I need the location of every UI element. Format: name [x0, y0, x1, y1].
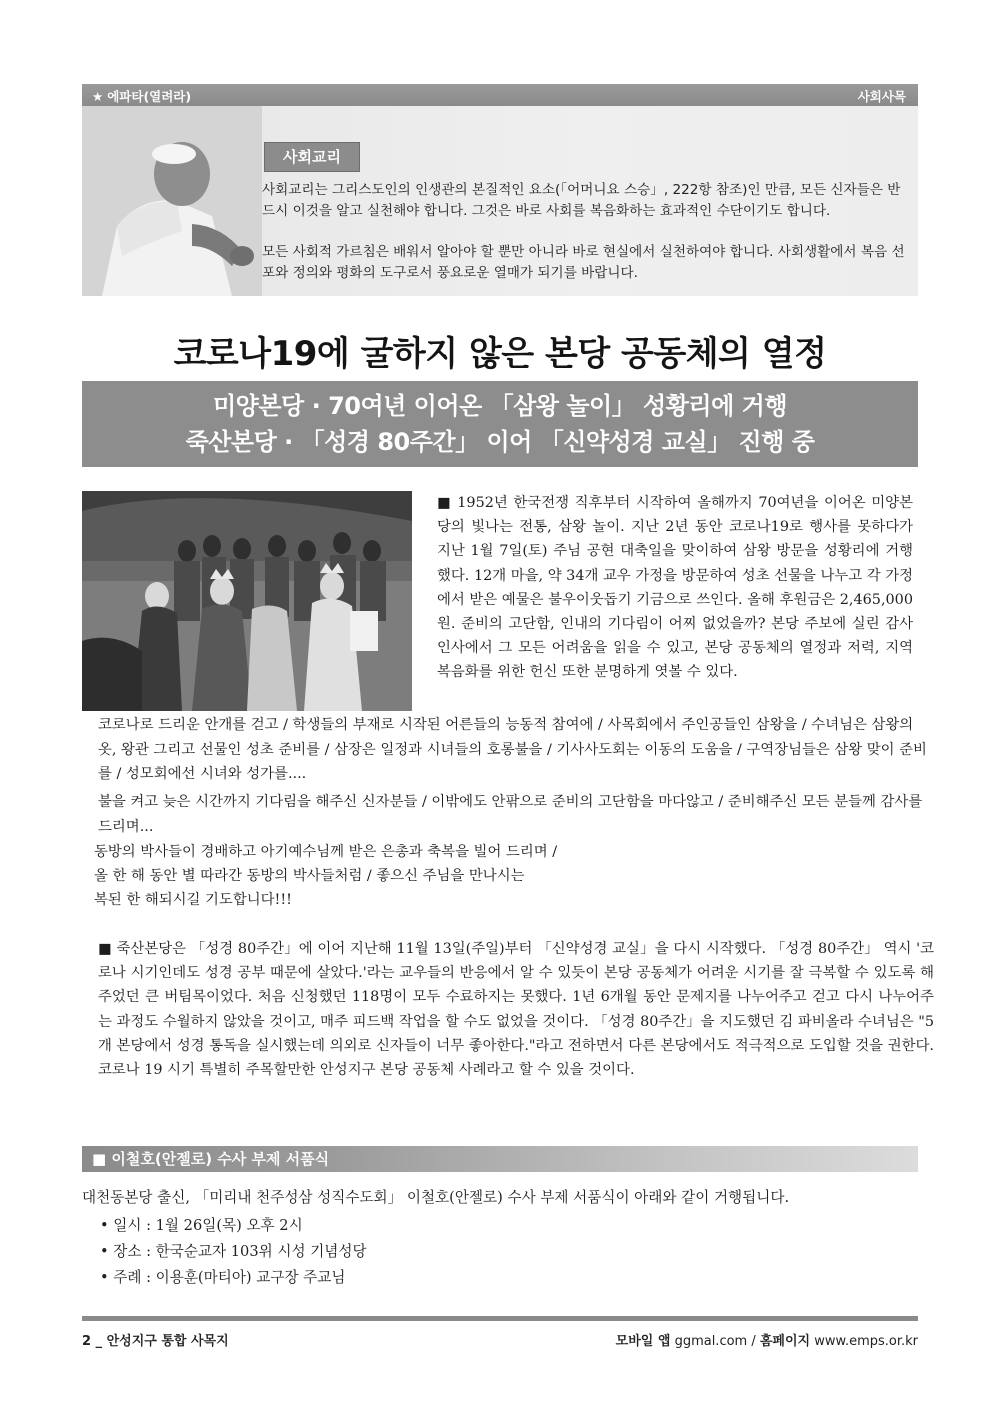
section-header-left [92, 87, 191, 105]
header-left-label: 에파타(열려라) [107, 89, 192, 104]
article-headline: 코로나19에 굴하지 않은 본당 공동체의 열정 [173, 334, 827, 374]
social-teaching-box [82, 106, 918, 296]
ceremony-date: • 일시 : 1월 26일(목) 오후 2시 [100, 1217, 303, 1234]
footer-page-label: 2 _ 안성지구 통합 사목지 [82, 1334, 229, 1349]
ceremony-place: • 장소 : 한국순교자 103위 시성 기념성당 [100, 1243, 367, 1260]
verse-1: 코로나로 드리운 안개를 걷고 / 학생들의 부재로 시작된 어른들의 능동적 참여에 / 사목회에서 주인공들인 삼왕을 / 수녀님은 삼왕의 옷, 왕관 그리고 선물인 성초 준비를 / 삼장은 일정과 시녀들의 호롱불을 / 기사사도회는 이동의 도움을 / 구역장님들은 삼왕 맞이 준비를 / 성모회에선 시녀와 성가를.... [98, 717, 927, 783]
ceremony-presider: • 주례 : 이용훈(마티아) 교구장 주교님 [100, 1269, 346, 1286]
ceremony-intro: 대천동본당 출신, 「미리내 천주성삼 성직수도회」 이철호(안젤로) 수사 부제 서품식이 아래와 같이 거행됩니다. [82, 1189, 790, 1206]
photo-caption: 공동체 사진 [317, 679, 354, 687]
three-kings-photo [82, 491, 412, 711]
social-teaching-paragraph-2: 모든 사회적 가르침은 배워서 알아야 할 뿐만 아니라 바로 현실에서 실천하여야 합니다. 사회생활에서 복음 선포와 정의와 평화의 도구로서 풍요로운 열매가 되기를 바랍니다. [262, 244, 905, 281]
verse-3: 동방의 박사들이 경배하고 아기예수님께 받은 은총과 축복을 빌어 드리며 / [94, 844, 558, 860]
ceremony-section-title: ■ 이철호(안젤로) 수사 부제 서품식 [82, 1146, 918, 1172]
footer-home-link[interactable]: www.emps.or.kr [814, 1334, 918, 1349]
footer-links [616, 1330, 918, 1349]
section-header-bar [82, 84, 918, 106]
article-paragraph-2: ■ 죽산본당은 「성경 80주간」에 이어 지난해 11월 13일(주일)부터 「신약성경 교실」을 다시 시작했다. 「성경 80주간」 역시 '코로나 시기인데도 성경 공부 때문에 살았다.'라는 교우들의 반응에서 알 수 있듯이 본당 공동체가 어려운 시기를 잘 극복할 수 있도록 해주었던 큰 버팀목이었다. 처음 신청했던 118명이 모두 수료하지는 못했다. 1년 6개월 동안 문제지를 나누어주고 걷고 다시 나누어주는 과정도 수월하지 않았을 것이고, 매주 피드백 작업을 할 수도 없었을 것이다. 「성경 80주간」을 지도했던 김 파비올라 수녀님은 "5개 본당에서 성경 통독을 실시했는데 의외로 신자들이 너무 좋아한다."라고 전하면서 다른 본당에서도 적극적으로 도입할 것을 권한다. 코로나 19 시기 특별히 주목할만한 안성지구 본당 공동체 사례라고 할 수 있을 것이다. [98, 941, 934, 1079]
social-teaching-tag: 사회교리 [264, 142, 360, 172]
social-teaching-paragraph-1: 사회교리는 그리스도인의 인생관의 본질적인 요소(「어머니요 스승」, 222항 참조)인 만큼, 모든 신자들은 반드시 이것을 알고 실천해야 합니다. 그것은 바로 사회를 복음화하는 효과적인 수단이기도 합니다. [262, 182, 901, 219]
pope-praying-image [82, 106, 262, 296]
article-paragraph-1: ■ 1952년 한국전쟁 직후부터 시작하여 올해까지 70여년을 이어온 미양본당의 빛나는 전통, 삼왕 놀이. 지난 2년 동안 코로나19로 행사를 못하다가 지난 1월 7일(토) 주님 공현 대축일을 맞이하여 삼왕 방문을 성황리에 거행했다. 12개 마을, 약 34개 교우 가정을 방문하여 성초 선물을 나누고 각 가정에서 받은 예물은 불우이웃돕기 기금으로 쓰인다. 올해 후원금은 2,465,000원. 준비의 고단함, 인내의 기다림이 어찌 없었을까? 본당 주보에 실린 감사 인사에서 그 모든 어려움을 읽을 수 있고, 본당 공동체의 열정과 저력, 지역 복음화를 위한 헌신 또한 분명하게 엿볼 수 있다. [437, 495, 914, 681]
footer-app-link[interactable]: ggmal.com / [674, 1334, 756, 1349]
footer-app-label: 모바일 앱 [615, 1334, 671, 1349]
subheadline-1: 미양본당 · 70여년 이어온 「삼왕 놀이」 성황리에 거행 [213, 392, 787, 420]
star-icon: ★ [92, 89, 104, 104]
subheadline-2: 죽산본당 · 「성경 80주간」 이어 「신약성경 교실」 진행 중 [185, 428, 815, 456]
footer-home-label: 홈페이지 [759, 1334, 811, 1349]
verse-2: 불을 켜고 늦은 시간까지 기다림을 해주신 신자분들 / 이밖에도 안팎으로 준비의 고단함을 마다않고 / 준비해주신 모든 분들께 감사를 드리며... [98, 794, 923, 835]
footer-divider [82, 1316, 918, 1321]
section-header-right: 사회사목 [857, 89, 906, 104]
subheadline-box [82, 381, 918, 467]
verse-4: 올 한 해 동안 별 따라간 동방의 박사들처럼 / 좋으신 주님을 만나시는 [94, 868, 525, 884]
verse-5: 복된 한 해되시길 기도합니다!!! [94, 892, 292, 908]
